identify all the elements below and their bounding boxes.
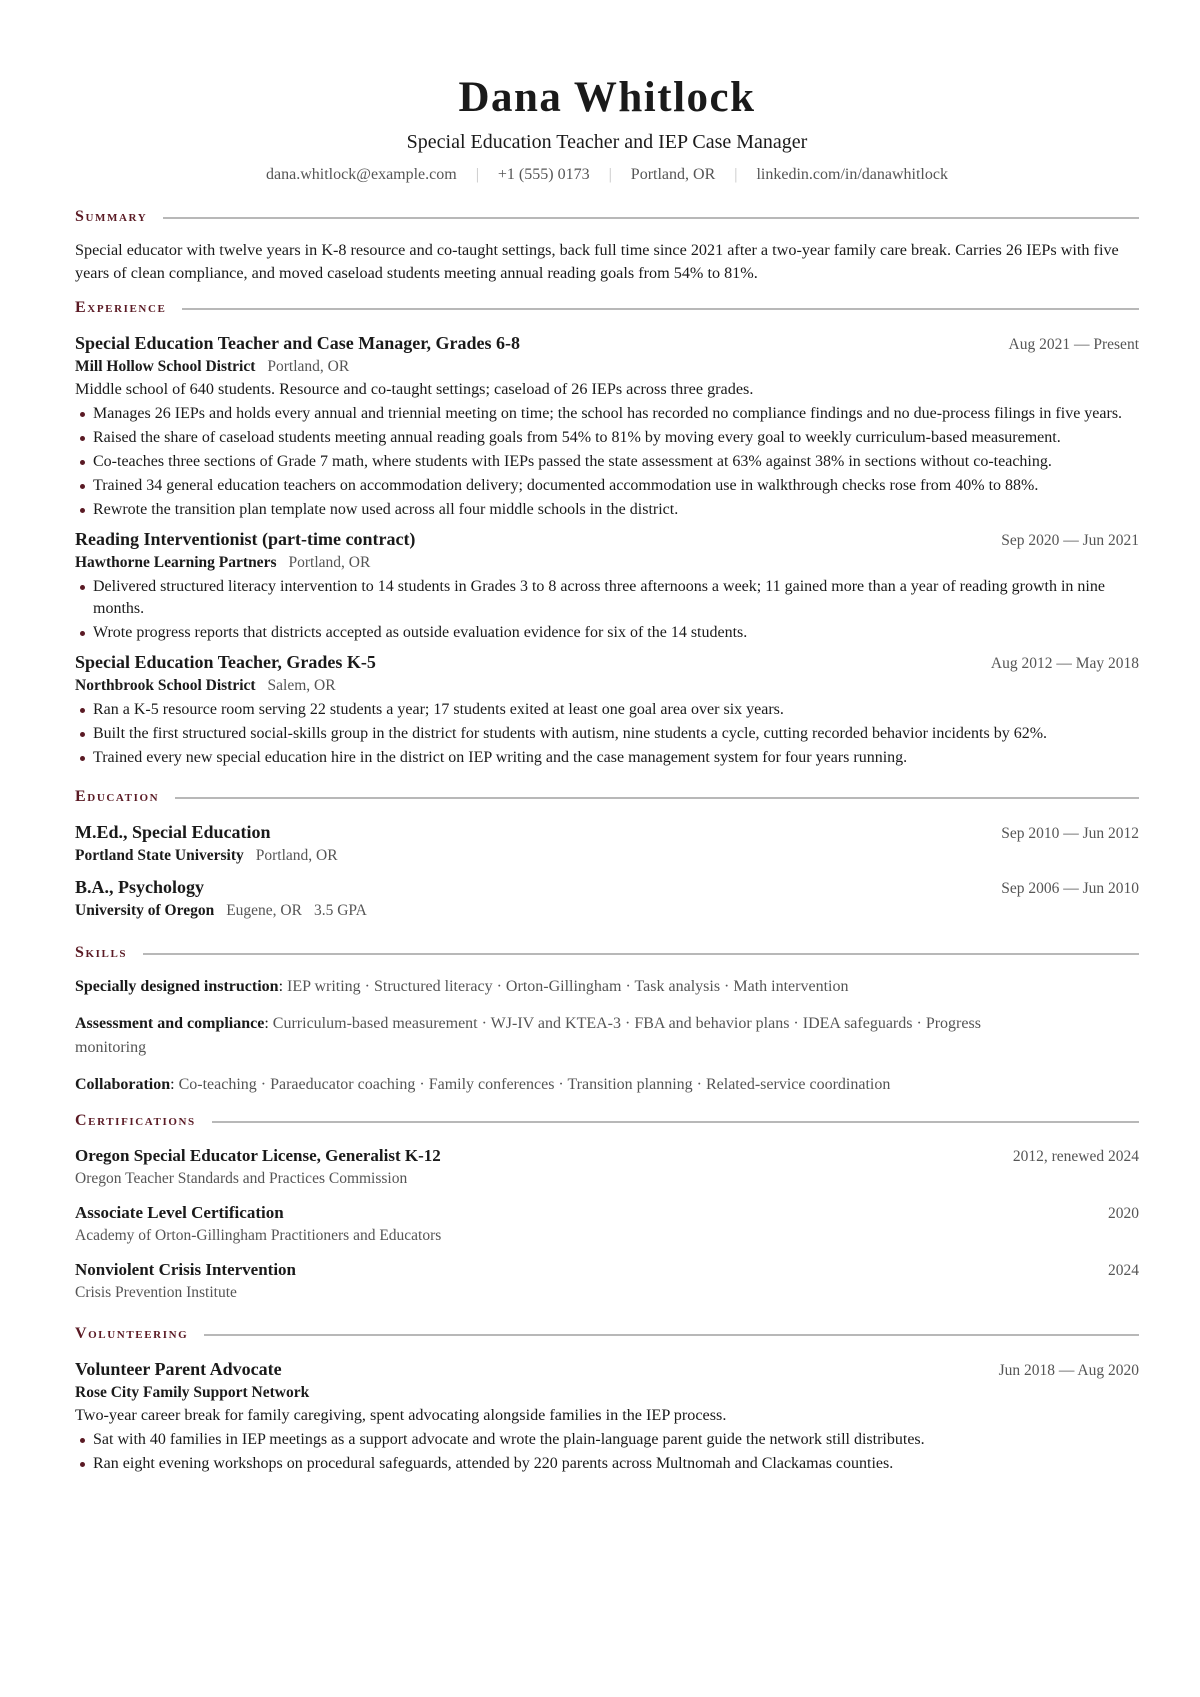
bullet-item: Trained every new special education hire in the district on IEP writing and the case management system for four years running. [75, 747, 1139, 769]
skill-label: Assessment and compliance [75, 1015, 265, 1032]
contact-separator: | [734, 166, 738, 183]
school-name: Portland State University [75, 847, 244, 864]
section-heading [75, 296, 1139, 320]
employer-name: Northbrook School District [75, 677, 256, 694]
section-divider [143, 953, 1139, 955]
candidate-name: Dana Whitlock [458, 74, 756, 121]
section-title-experience: Experience [75, 299, 167, 316]
linkedin-link[interactable]: linkedin.com/in/danawhitlock [756, 166, 948, 183]
bullet-item: Wrote progress reports that districts accepted as outside evaluation evidence for six of the 14 students. [75, 622, 1139, 644]
employer-name: Hawthorne Learning Partners [75, 554, 277, 571]
degree-title: B.A., Psychology [75, 877, 205, 897]
bullet-item: Built the first structured social-skills group in the district for students with autism, nine students a cycle, cutting recorded behavior incidents by 62%. [75, 723, 1139, 745]
contact-line [75, 164, 1139, 186]
school-name: University of Oregon [75, 902, 215, 919]
volunteer-entry [75, 1357, 1139, 1475]
volunteer-title: Volunteer Parent Advocate [75, 1359, 282, 1379]
skill-group: Collaboration: Co-teaching · Paraeducator coaching · Family conferences · Transition planning · Related-service coordination [75, 1076, 891, 1093]
skill-group: Specially designed instruction: IEP writing · Structured literacy · Orton-Gillingham · Task analysis · Math intervention [75, 978, 849, 995]
skill-group: Assessment and compliance: Curriculum-based measurement · WJ-IV and KTEA-3 · FBA and behavior plans · IDEA safeguards · Progress monitoring [75, 1015, 981, 1056]
employer-name: Mill Hollow School District [75, 358, 256, 375]
experience-section [75, 296, 1139, 769]
contact-separator: | [475, 166, 479, 183]
section-title-volunteering: Volunteering [75, 1325, 189, 1342]
bullet-item: Ran eight evening workshops on procedural safeguards, attended by 220 parents across Multnomah and Clackamas counties. [75, 1453, 1139, 1475]
certification-issuer: Academy of Orton-Gillingham Practitioners and Educators [75, 1227, 442, 1244]
certification-issuer: Crisis Prevention Institute [75, 1284, 237, 1301]
education-dates: Sep 2006 — Jun 2010 [1001, 880, 1139, 897]
contact-separator: | [608, 166, 612, 183]
skill-items: Curriculum-based measurement · WJ-IV and KTEA-3 · FBA and behavior plans · IDEA safeguards · Progress monitoring [75, 1015, 981, 1056]
job-title: Reading Interventionist (part-time contract) [75, 529, 416, 549]
certification-name: Oregon Special Educator License, Generalist K-12 [75, 1146, 441, 1165]
education-entry [75, 875, 1139, 922]
job-entry [75, 331, 1139, 521]
employer-location: Portland, OR [267, 358, 350, 375]
summary-section [75, 205, 1139, 285]
volunteer-dates: Jun 2018 — Aug 2020 [998, 1362, 1139, 1379]
certification-name: Associate Level Certification [75, 1203, 284, 1222]
bullet-item: Delivered structured literacy intervention to 14 students in Grades 3 to 8 across three afternoons a week; 11 gained more than a year of reading growth in nine months. [75, 576, 1139, 620]
certification-entry [75, 1201, 1139, 1247]
degree-title: M.Ed., Special Education [75, 822, 271, 842]
volunteering-section [75, 1322, 1139, 1475]
volunteer-org: Rose City Family Support Network [75, 1384, 310, 1401]
skill-items: IEP writing · Structured literacy · Orton-Gillingham · Task analysis · Math intervention [287, 978, 849, 995]
certification-entry [75, 1258, 1139, 1304]
job-entry [75, 650, 1139, 769]
job-title: Special Education Teacher, Grades K-5 [75, 652, 376, 672]
education-entry [75, 820, 1139, 867]
candidate-title: Special Education Teacher and IEP Case Manager [406, 131, 808, 153]
resume-page [75, 0, 1139, 1475]
summary-text: Special educator with twelve years in K-8 resource and co-taught settings, back full time since 2021 after a two-year family care break. Carries 26 IEPs with five years of clean compliance, and moved caseload students meeting annual reading goals from 54% to 81%. [75, 241, 1119, 282]
location-text: Portland, OR [630, 166, 716, 183]
phone-text: +1 (555) 0173 [497, 166, 590, 183]
certification-date: 2024 [1108, 1262, 1139, 1279]
gpa-text: 3.5 GPA [313, 902, 367, 919]
bullet-item: Sat with 40 families in IEP meetings as a support advocate and wrote the plain-language parent guide the network still distributes. [75, 1429, 1139, 1451]
section-divider [212, 1121, 1139, 1123]
job-bullets [75, 576, 1139, 644]
section-heading [75, 785, 1139, 809]
certifications-section [75, 1109, 1139, 1304]
job-bullets [75, 699, 1139, 769]
job-description: Middle school of 640 students. Resource and co-taught settings; caseload of 26 IEPs across three grades. [75, 380, 754, 398]
volunteer-bullets [75, 1429, 1139, 1475]
skill-label: Specially designed instruction [75, 978, 279, 995]
section-divider [175, 797, 1139, 799]
job-title: Special Education Teacher and Case Manager, Grades 6-8 [75, 333, 521, 353]
job-dates: Aug 2021 — Present [1008, 336, 1139, 353]
section-title-skills: Skills [75, 944, 128, 961]
email-link[interactable]: dana.whitlock@example.com [266, 166, 457, 183]
employer-location: Portland, OR [288, 554, 371, 571]
section-divider [204, 1334, 1139, 1336]
education-section [75, 785, 1139, 922]
school-location: Eugene, OR [226, 902, 302, 919]
section-divider [163, 217, 1139, 219]
resume-header [75, 0, 1139, 186]
job-dates: Aug 2012 — May 2018 [990, 655, 1139, 672]
skill-items: Co-teaching · Paraeducator coaching · Family conferences · Transition planning · Related-service coordination [178, 1076, 891, 1093]
skills-section [75, 941, 1139, 1097]
bullet-item: Raised the share of caseload students meeting annual reading goals from 54% to 81% by moving every goal to weekly curriculum-based measurement. [75, 427, 1139, 449]
school-location: Portland, OR [255, 847, 338, 864]
section-title-education: Education [75, 788, 160, 805]
job-entry [75, 527, 1139, 644]
section-heading [75, 1322, 1139, 1346]
skill-label: Collaboration [75, 1076, 171, 1093]
bullet-item: Manages 26 IEPs and holds every annual and triennial meeting on time; the school has recorded no compliance findings and no due-process filings in five years. [75, 403, 1139, 425]
section-title-summary: Summary [75, 208, 148, 225]
certification-name: Nonviolent Crisis Intervention [75, 1260, 296, 1279]
section-divider [182, 308, 1139, 310]
certification-date: 2012, renewed 2024 [1012, 1148, 1139, 1165]
volunteer-description: Two-year career break for family caregiving, spent advocating alongside families in the IEP process. [75, 1406, 727, 1424]
certification-date: 2020 [1108, 1205, 1139, 1222]
section-heading [75, 1109, 1139, 1133]
section-heading [75, 941, 1139, 965]
job-bullets [75, 403, 1139, 521]
bullet-item: Rewrote the transition plan template now used across all four middle schools in the district. [75, 499, 1139, 521]
bullet-item: Co-teaches three sections of Grade 7 math, where students with IEPs passed the state assessment at 63% against 38% in sections without co-teaching. [75, 451, 1139, 473]
certification-entry [75, 1144, 1139, 1190]
section-heading [75, 205, 1139, 229]
bullet-item: Ran a K-5 resource room serving 22 students a year; 17 students exited at least one goal area over six years. [75, 699, 1139, 721]
certification-issuer: Oregon Teacher Standards and Practices Commission [75, 1170, 408, 1187]
section-title-certifications: Certifications [75, 1112, 196, 1129]
job-dates: Sep 2020 — Jun 2021 [1001, 532, 1139, 549]
employer-location: Salem, OR [267, 677, 336, 694]
education-dates: Sep 2010 — Jun 2012 [1001, 825, 1139, 842]
bullet-item: Trained 34 general education teachers on accommodation delivery; documented accommodation use in walkthrough checks rose from 40% to 88%. [75, 475, 1139, 497]
